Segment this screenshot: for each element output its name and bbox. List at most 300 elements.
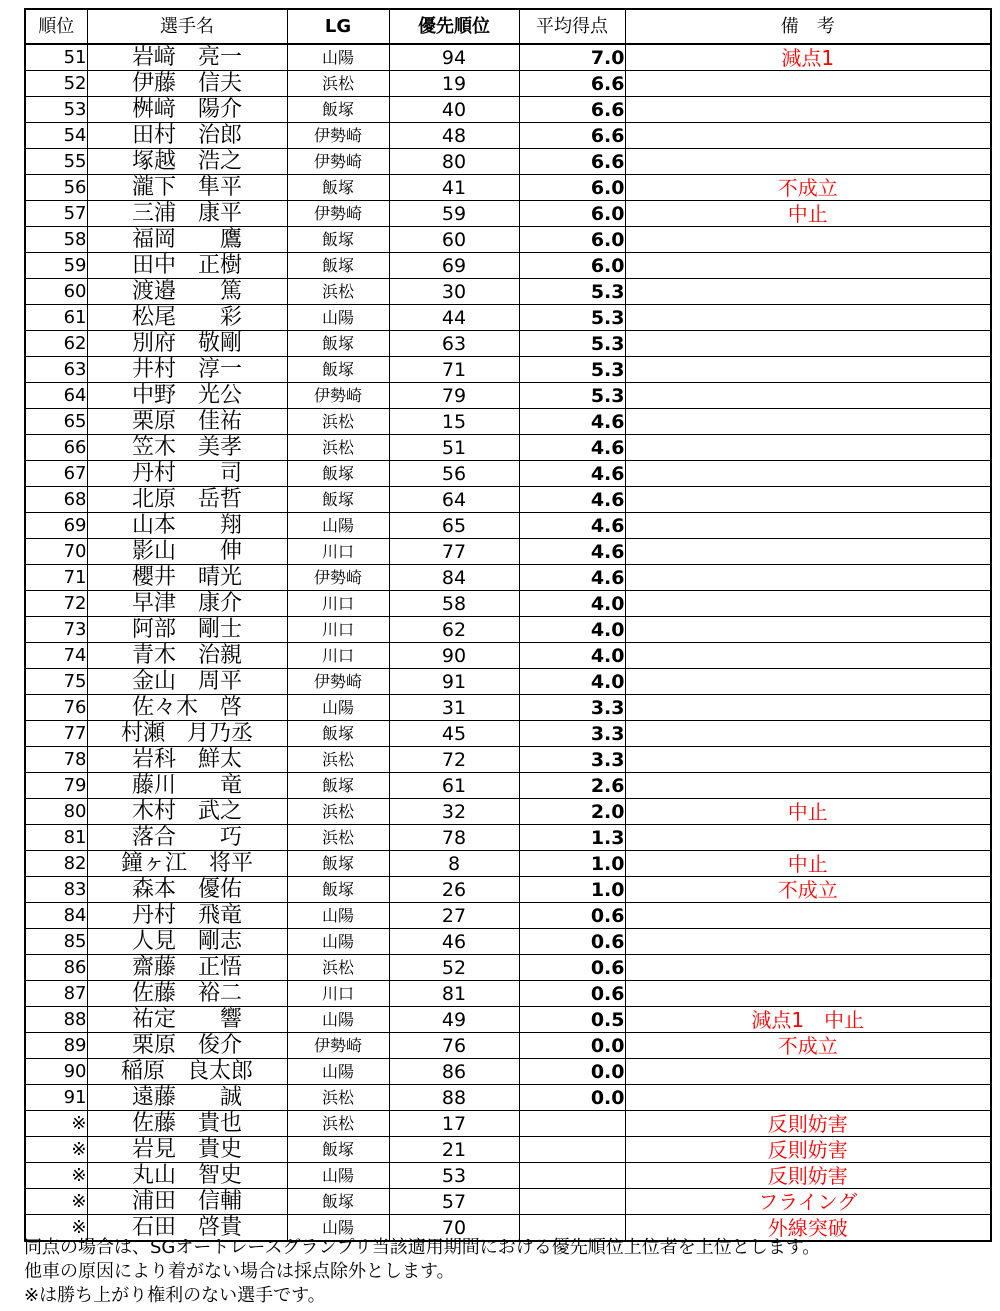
cell-rank: 80 [25, 799, 87, 825]
cell-priority: 62 [389, 617, 519, 643]
header-row [25, 9, 991, 44]
cell-lg: 飯塚 [287, 773, 389, 799]
cell-name: 石田 啓貴 [87, 1215, 287, 1242]
table-row [25, 1085, 991, 1111]
cell-name: 伊藤 信夫 [87, 71, 287, 97]
table-row [25, 799, 991, 825]
cell-priority: 80 [389, 149, 519, 175]
table-row [25, 97, 991, 123]
cell-average: 5.3 [519, 357, 625, 383]
header-rank: 順位 [25, 9, 87, 44]
cell-rank: 90 [25, 1059, 87, 1085]
cell-lg: 山陽 [287, 305, 389, 331]
cell-priority: 17 [389, 1111, 519, 1137]
cell-priority: 91 [389, 669, 519, 695]
cell-name: 影山 伸 [87, 539, 287, 565]
cell-lg: 伊勢崎 [287, 123, 389, 149]
ranking-table [24, 8, 992, 1242]
cell-priority: 63 [389, 331, 519, 357]
cell-name: 齋藤 正悟 [87, 955, 287, 981]
cell-priority: 72 [389, 747, 519, 773]
table-row [25, 981, 991, 1007]
cell-rank: 71 [25, 565, 87, 591]
table-row [25, 175, 991, 201]
cell-average: 3.3 [519, 695, 625, 721]
cell-priority: 78 [389, 825, 519, 851]
cell-priority: 81 [389, 981, 519, 1007]
table-row [25, 409, 991, 435]
cell-name: 笠木 美孝 [87, 435, 287, 461]
cell-average [519, 1137, 625, 1163]
cell-rank: 82 [25, 851, 87, 877]
cell-rank: 65 [25, 409, 87, 435]
table-row [25, 1189, 991, 1215]
table-row [25, 1111, 991, 1137]
cell-average [519, 1111, 625, 1137]
table-row [25, 825, 991, 851]
cell-note [625, 253, 991, 279]
cell-name: 田中 正樹 [87, 253, 287, 279]
cell-rank: 68 [25, 487, 87, 513]
table-row [25, 1007, 991, 1033]
cell-rank: 62 [25, 331, 87, 357]
cell-average: 0.0 [519, 1033, 625, 1059]
cell-lg: 飯塚 [287, 1189, 389, 1215]
cell-lg: 浜松 [287, 435, 389, 461]
table-row [25, 591, 991, 617]
cell-priority: 65 [389, 513, 519, 539]
cell-lg: 浜松 [287, 799, 389, 825]
cell-lg: 山陽 [287, 903, 389, 929]
cell-average: 0.6 [519, 903, 625, 929]
cell-note [625, 929, 991, 955]
cell-priority: 21 [389, 1137, 519, 1163]
cell-lg: 伊勢崎 [287, 669, 389, 695]
cell-average: 4.6 [519, 539, 625, 565]
cell-priority: 46 [389, 929, 519, 955]
cell-lg: 飯塚 [287, 175, 389, 201]
cell-name: 三浦 康平 [87, 201, 287, 227]
cell-priority: 58 [389, 591, 519, 617]
cell-name: 福岡 鷹 [87, 227, 287, 253]
cell-average: 6.6 [519, 149, 625, 175]
cell-priority: 57 [389, 1189, 519, 1215]
cell-lg: 浜松 [287, 1085, 389, 1111]
cell-rank: 54 [25, 123, 87, 149]
cell-name: 佐藤 裕二 [87, 981, 287, 1007]
cell-note: 中止 [625, 201, 991, 227]
cell-rank: 60 [25, 279, 87, 305]
table-row [25, 513, 991, 539]
cell-average: 4.6 [519, 461, 625, 487]
cell-name: 岩科 鮮太 [87, 747, 287, 773]
cell-note: フライング [625, 1189, 991, 1215]
cell-name: 渡邉 篤 [87, 279, 287, 305]
cell-rank: 81 [25, 825, 87, 851]
footnotes [24, 1236, 990, 1308]
cell-lg: 山陽 [287, 1215, 389, 1242]
cell-average: 4.0 [519, 617, 625, 643]
cell-note [625, 461, 991, 487]
cell-name: 井村 淳一 [87, 357, 287, 383]
cell-lg: 浜松 [287, 279, 389, 305]
cell-average: 4.0 [519, 669, 625, 695]
table-row [25, 71, 991, 97]
cell-name: 田村 治郎 [87, 123, 287, 149]
cell-name: 岩﨑 亮一 [87, 44, 287, 71]
cell-note [625, 539, 991, 565]
cell-name: 森本 優佑 [87, 877, 287, 903]
cell-lg: 浜松 [287, 409, 389, 435]
cell-name: 村瀬 月乃丞 [87, 721, 287, 747]
cell-name: 岩見 貴史 [87, 1137, 287, 1163]
cell-average: 4.6 [519, 409, 625, 435]
table-row [25, 461, 991, 487]
cell-lg: 浜松 [287, 747, 389, 773]
cell-note [625, 643, 991, 669]
cell-lg: 浜松 [287, 1111, 389, 1137]
cell-name: 栗原 佳祐 [87, 409, 287, 435]
cell-note [625, 695, 991, 721]
table-row [25, 227, 991, 253]
footnote-tiebreak: 同点の場合は、SGオートレースグランプリ当該適用期間における優先順位上位者を上位とします。 [24, 1237, 821, 1258]
cell-average: 0.0 [519, 1085, 625, 1111]
cell-priority: 26 [389, 877, 519, 903]
cell-priority: 69 [389, 253, 519, 279]
cell-note [625, 955, 991, 981]
cell-rank: 72 [25, 591, 87, 617]
cell-priority: 79 [389, 383, 519, 409]
cell-name: 丸山 智史 [87, 1163, 287, 1189]
cell-rank: 51 [25, 44, 87, 71]
table-row [25, 253, 991, 279]
table-row [25, 123, 991, 149]
cell-lg: 飯塚 [287, 97, 389, 123]
cell-note [625, 565, 991, 591]
cell-average: 6.6 [519, 97, 625, 123]
cell-priority: 8 [389, 851, 519, 877]
table-row [25, 851, 991, 877]
cell-rank: 59 [25, 253, 87, 279]
cell-lg: 山陽 [287, 1163, 389, 1189]
cell-rank: 87 [25, 981, 87, 1007]
cell-average: 6.0 [519, 175, 625, 201]
cell-lg: 飯塚 [287, 1137, 389, 1163]
cell-name: 阿部 剛士 [87, 617, 287, 643]
cell-priority: 30 [389, 279, 519, 305]
cell-rank: 56 [25, 175, 87, 201]
table-row [25, 617, 991, 643]
cell-rank: 63 [25, 357, 87, 383]
cell-note [625, 227, 991, 253]
cell-lg: 山陽 [287, 513, 389, 539]
cell-note: 減点1 [625, 44, 991, 71]
cell-average: 1.3 [519, 825, 625, 851]
table-row [25, 1137, 991, 1163]
cell-note [625, 721, 991, 747]
cell-lg: 伊勢崎 [287, 201, 389, 227]
cell-note: 反則妨害 [625, 1137, 991, 1163]
cell-rank: 75 [25, 669, 87, 695]
cell-average: 4.6 [519, 487, 625, 513]
cell-priority: 88 [389, 1085, 519, 1111]
cell-name: 丹村 司 [87, 461, 287, 487]
cell-priority: 59 [389, 201, 519, 227]
cell-note [625, 331, 991, 357]
cell-rank: 77 [25, 721, 87, 747]
cell-average: 0.6 [519, 981, 625, 1007]
table-body [25, 44, 991, 1241]
table-row [25, 279, 991, 305]
header-lg: LG [287, 9, 389, 44]
cell-priority: 27 [389, 903, 519, 929]
cell-priority: 60 [389, 227, 519, 253]
cell-lg: 浜松 [287, 955, 389, 981]
cell-name: 佐々木 啓 [87, 695, 287, 721]
cell-priority: 32 [389, 799, 519, 825]
cell-note [625, 71, 991, 97]
cell-rank: 67 [25, 461, 87, 487]
cell-priority: 84 [389, 565, 519, 591]
cell-rank: 69 [25, 513, 87, 539]
cell-name: 桝﨑 陽介 [87, 97, 287, 123]
cell-note [625, 357, 991, 383]
cell-name: 金山 周平 [87, 669, 287, 695]
cell-note [625, 669, 991, 695]
cell-average: 0.0 [519, 1059, 625, 1085]
cell-average: 4.0 [519, 643, 625, 669]
cell-lg: 川口 [287, 643, 389, 669]
cell-name: 鐘ヶ江 将平 [87, 851, 287, 877]
cell-name: 稲原 良太郎 [87, 1059, 287, 1085]
cell-note: 不成立 [625, 175, 991, 201]
cell-name: 落合 巧 [87, 825, 287, 851]
cell-note [625, 149, 991, 175]
cell-average [519, 1163, 625, 1189]
cell-priority: 45 [389, 721, 519, 747]
table-row [25, 1059, 991, 1085]
table-row [25, 383, 991, 409]
cell-priority: 61 [389, 773, 519, 799]
cell-name: 丹村 飛竜 [87, 903, 287, 929]
table-row [25, 149, 991, 175]
cell-average: 6.6 [519, 123, 625, 149]
table-row [25, 331, 991, 357]
cell-lg: 伊勢崎 [287, 565, 389, 591]
cell-lg: 川口 [287, 617, 389, 643]
cell-rank: ※ [25, 1215, 87, 1242]
cell-name: 別府 敬剛 [87, 331, 287, 357]
cell-lg: 飯塚 [287, 331, 389, 357]
cell-name: 山本 翔 [87, 513, 287, 539]
header-name: 選手名 [87, 9, 287, 44]
cell-note: 中止 [625, 851, 991, 877]
cell-name: 祐定 響 [87, 1007, 287, 1033]
cell-rank: 85 [25, 929, 87, 955]
cell-name: 塚越 浩之 [87, 149, 287, 175]
cell-name: 北原 岳哲 [87, 487, 287, 513]
cell-average: 5.3 [519, 305, 625, 331]
cell-name: 栗原 俊介 [87, 1033, 287, 1059]
cell-priority: 64 [389, 487, 519, 513]
cell-priority: 70 [389, 1215, 519, 1242]
table-row [25, 435, 991, 461]
cell-priority: 86 [389, 1059, 519, 1085]
cell-lg: 山陽 [287, 1007, 389, 1033]
cell-rank: 79 [25, 773, 87, 799]
cell-average: 0.6 [519, 929, 625, 955]
cell-lg: 山陽 [287, 1059, 389, 1085]
table-row [25, 955, 991, 981]
cell-note: 反則妨害 [625, 1111, 991, 1137]
cell-average: 3.3 [519, 721, 625, 747]
table-row [25, 747, 991, 773]
table-row [25, 1163, 991, 1189]
cell-note [625, 279, 991, 305]
cell-average: 6.0 [519, 227, 625, 253]
table-row [25, 877, 991, 903]
cell-priority: 56 [389, 461, 519, 487]
cell-lg: 伊勢崎 [287, 383, 389, 409]
cell-average: 6.0 [519, 201, 625, 227]
cell-note [625, 825, 991, 851]
cell-average: 5.3 [519, 279, 625, 305]
cell-lg: 浜松 [287, 825, 389, 851]
cell-average: 5.3 [519, 331, 625, 357]
cell-rank: 88 [25, 1007, 87, 1033]
table-row [25, 773, 991, 799]
cell-note [625, 617, 991, 643]
cell-name: 櫻井 晴光 [87, 565, 287, 591]
cell-lg: 飯塚 [287, 877, 389, 903]
cell-note [625, 435, 991, 461]
cell-rank: 53 [25, 97, 87, 123]
table-row [25, 903, 991, 929]
cell-name: 佐藤 貴也 [87, 1111, 287, 1137]
cell-lg: 山陽 [287, 929, 389, 955]
cell-rank: ※ [25, 1189, 87, 1215]
cell-note [625, 1085, 991, 1111]
cell-note [625, 591, 991, 617]
footnote-exclusion: 他車の原因により着がない場合は採点除外とします。 [24, 1261, 455, 1282]
cell-rank: 66 [25, 435, 87, 461]
table-row [25, 201, 991, 227]
cell-note [625, 1059, 991, 1085]
cell-note: 不成立 [625, 1033, 991, 1059]
cell-name: 瀧下 隼平 [87, 175, 287, 201]
cell-rank: 73 [25, 617, 87, 643]
cell-rank: 74 [25, 643, 87, 669]
cell-rank: ※ [25, 1163, 87, 1189]
cell-name: 遠藤 誠 [87, 1085, 287, 1111]
cell-lg: 川口 [287, 981, 389, 1007]
cell-lg: 川口 [287, 539, 389, 565]
cell-rank: 86 [25, 955, 87, 981]
table-row [25, 357, 991, 383]
table-row [25, 305, 991, 331]
cell-note: 中止 [625, 799, 991, 825]
cell-rank: 61 [25, 305, 87, 331]
cell-average: 6.0 [519, 253, 625, 279]
cell-rank: 91 [25, 1085, 87, 1111]
table-row [25, 721, 991, 747]
table-row [25, 539, 991, 565]
cell-priority: 44 [389, 305, 519, 331]
cell-note [625, 513, 991, 539]
cell-note [625, 97, 991, 123]
cell-note: 減点1 中止 [625, 1007, 991, 1033]
cell-priority: 49 [389, 1007, 519, 1033]
table-row [25, 669, 991, 695]
cell-rank: 52 [25, 71, 87, 97]
cell-rank: 89 [25, 1033, 87, 1059]
cell-lg: 川口 [287, 591, 389, 617]
cell-priority: 94 [389, 44, 519, 71]
cell-lg: 伊勢崎 [287, 1033, 389, 1059]
cell-rank: ※ [25, 1111, 87, 1137]
cell-lg: 飯塚 [287, 461, 389, 487]
cell-rank: 84 [25, 903, 87, 929]
cell-note: 外線突破 [625, 1215, 991, 1242]
cell-average: 0.6 [519, 955, 625, 981]
cell-note [625, 305, 991, 331]
cell-note [625, 773, 991, 799]
cell-rank: 83 [25, 877, 87, 903]
cell-name: 早津 康介 [87, 591, 287, 617]
cell-average: 2.6 [519, 773, 625, 799]
cell-name: 人見 剛志 [87, 929, 287, 955]
cell-name: 中野 光公 [87, 383, 287, 409]
cell-priority: 53 [389, 1163, 519, 1189]
footnote-asterisk: ※は勝ち上がり権利のない選手です。 [24, 1285, 326, 1306]
cell-priority: 51 [389, 435, 519, 461]
cell-rank: 58 [25, 227, 87, 253]
cell-priority: 41 [389, 175, 519, 201]
cell-rank: ※ [25, 1137, 87, 1163]
cell-note [625, 747, 991, 773]
cell-priority: 52 [389, 955, 519, 981]
cell-lg: 飯塚 [287, 721, 389, 747]
cell-name: 青木 治親 [87, 643, 287, 669]
cell-lg: 飯塚 [287, 851, 389, 877]
cell-lg: 伊勢崎 [287, 149, 389, 175]
cell-note [625, 383, 991, 409]
cell-rank: 78 [25, 747, 87, 773]
cell-priority: 31 [389, 695, 519, 721]
cell-priority: 90 [389, 643, 519, 669]
cell-note: 不成立 [625, 877, 991, 903]
cell-average: 2.0 [519, 799, 625, 825]
cell-average: 7.0 [519, 44, 625, 71]
cell-average [519, 1189, 625, 1215]
cell-lg: 山陽 [287, 695, 389, 721]
cell-rank: 76 [25, 695, 87, 721]
cell-lg: 飯塚 [287, 357, 389, 383]
header-remarks: 備 考 [625, 9, 991, 44]
cell-name: 浦田 信輔 [87, 1189, 287, 1215]
cell-average: 6.6 [519, 71, 625, 97]
header-average: 平均得点 [519, 9, 625, 44]
cell-lg: 浜松 [287, 71, 389, 97]
table-row [25, 643, 991, 669]
cell-note [625, 409, 991, 435]
cell-rank: 70 [25, 539, 87, 565]
cell-rank: 57 [25, 201, 87, 227]
cell-priority: 76 [389, 1033, 519, 1059]
cell-name: 木村 武之 [87, 799, 287, 825]
cell-note [625, 123, 991, 149]
cell-priority: 40 [389, 97, 519, 123]
